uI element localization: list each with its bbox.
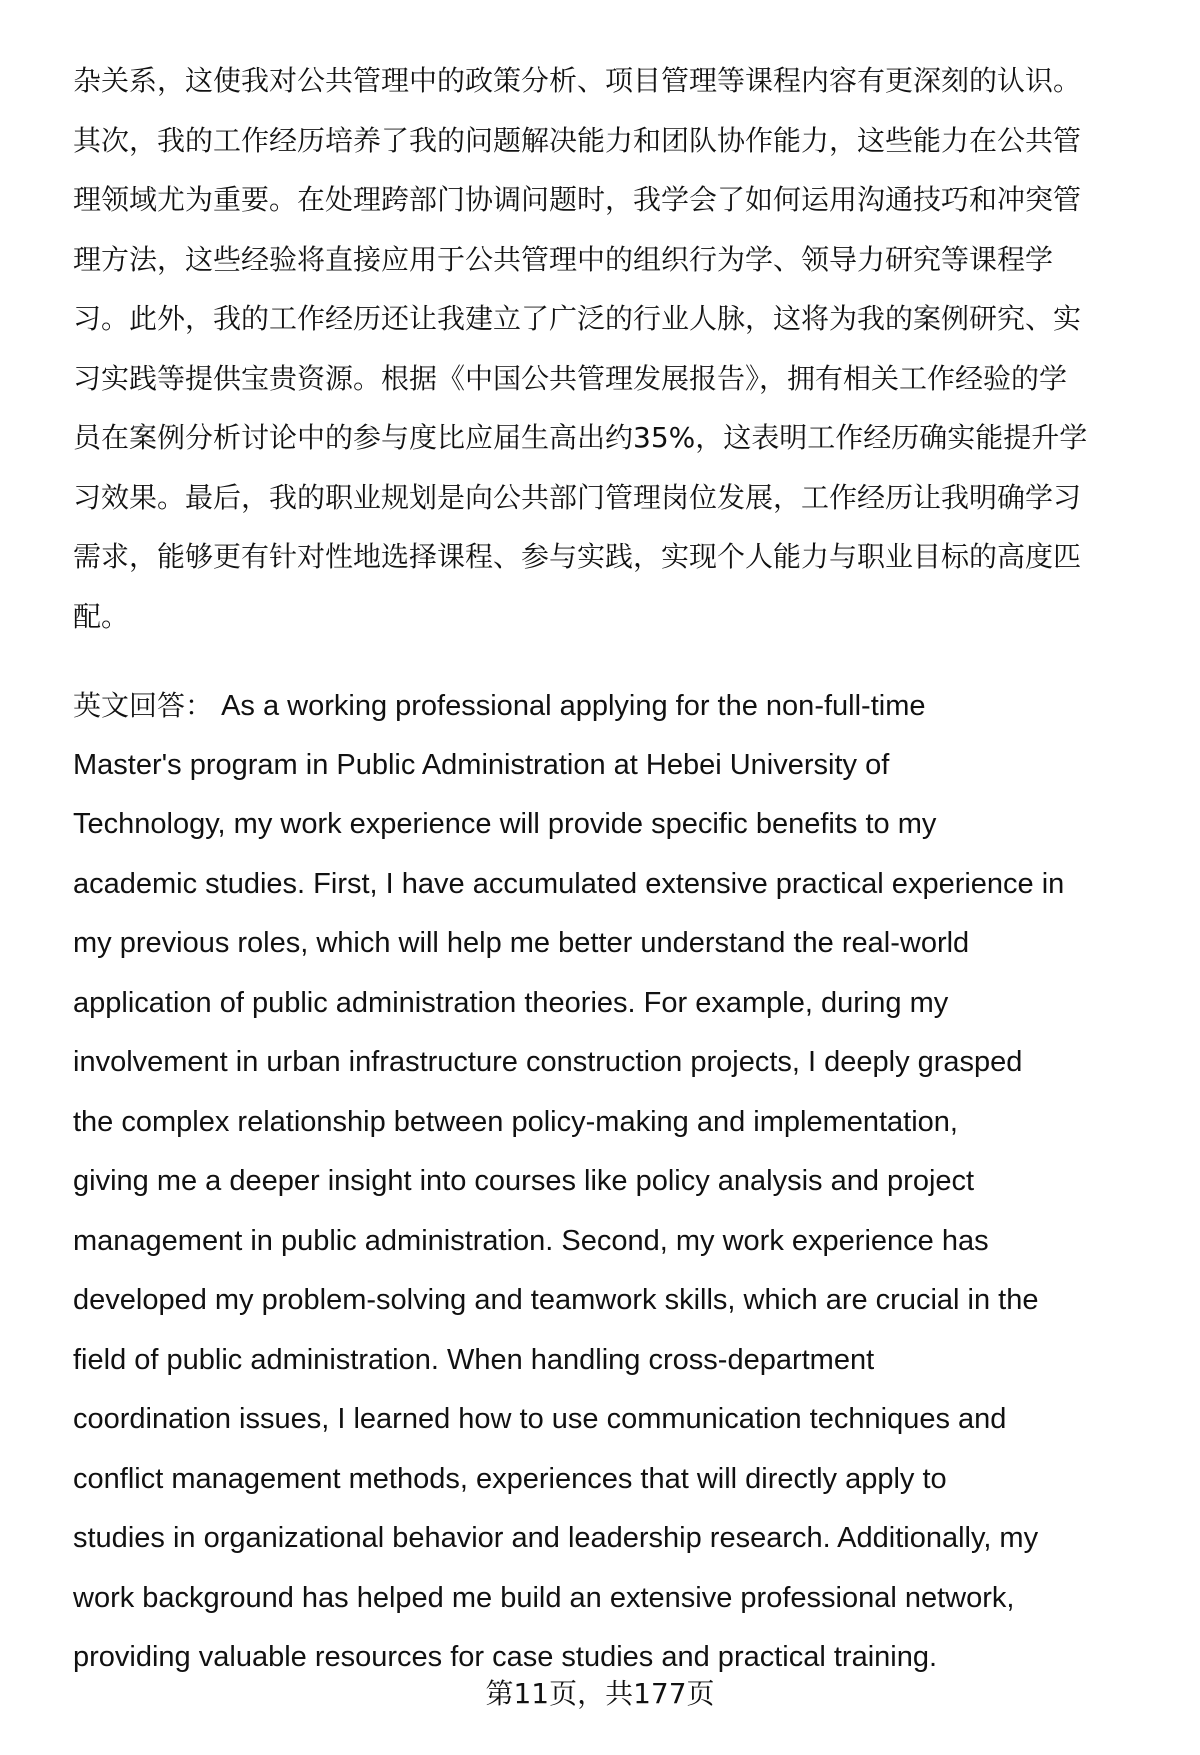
text-line: 员在案例分析讨论中的参与度比应届生高出约35%，这表明工作经历确实能提升学 [73,421,1088,454]
text-line: giving me a deeper insight into courses like policy analysis and project [73,1165,975,1197]
text-line: 其次，我的工作经历培养了我的问题解决能力和团队协作能力，这些能力在公共管 [73,123,1082,157]
page-number: 第11页，共177页 [485,1677,715,1710]
text-line: 杂关系，这使我对公共管理中的政策分析、项目管理等课程内容有更深刻的认识。 [73,64,1082,97]
text-line: the complex relationship between policy-making and implementation, [73,1105,958,1138]
text-line: work background has helped me build an extensive professional network, [73,1581,1015,1614]
text-line: 理领域尤为重要。在处理跨部门协调问题时，我学会了如何运用沟通技巧和冲突管 [73,183,1082,216]
english-answer-paragraph [73,676,1163,1688]
text-line: Technology, my work experience will provide specific benefits to my [73,808,937,840]
text-line: conflict management methods, experiences that will directly apply to [73,1462,947,1495]
text-line: field of public administration. When handling cross-department [73,1343,875,1376]
text-line: 配。 [73,599,130,633]
text-line: studies in organizational behavior and leadership research. Additionally, my [73,1522,1039,1554]
text-line: application of public administration theories. For example, during my [73,986,949,1019]
text-line: 需求，能够更有针对性地选择课程、参与实践，实现个人能力与职业目标的高度匹 [73,540,1082,573]
text-line: 习实践等提供宝贵资源。根据《中国公共管理发展报告》，拥有相关工作经验的学 [73,361,1068,395]
text-line: academic studies. First, I have accumulated extensive practical experience in [73,867,1065,900]
text-line: 习效果。最后，我的职业规划是向公共部门管理岗位发展，工作经历让我明确学习 [73,480,1082,514]
text-span: As a working professional applying for the non-full-time [213,690,926,722]
text-line: my previous roles, which will help me better understand the real-world [73,927,970,959]
text-line [73,676,1163,736]
text-line: 习。此外，我的工作经历还让我建立了广泛的行业人脉，这将为我的案例研究、实 [73,302,1082,335]
chinese-answer-paragraph [73,51,1163,646]
text-line: Master's program in Public Administration at Hebei University of [73,748,890,781]
text-line: coordination issues, I learned how to use communication techniques and [73,1403,1007,1435]
text-line: management in public administration. Second, my work experience has [73,1224,989,1257]
text-line: 理方法，这些经验将直接应用于公共管理中的组织行为学、领导力研究等课程学 [73,242,1054,276]
text-line: developed my problem-solving and teamwork skills, which are crucial in the [73,1284,1039,1316]
english-answer-label: 英文回答： [73,689,214,722]
text-line: involvement in urban infrastructure construction projects, I deeply grasped [73,1046,1023,1078]
text-line: providing valuable resources for case studies and practical training. [73,1641,938,1673]
